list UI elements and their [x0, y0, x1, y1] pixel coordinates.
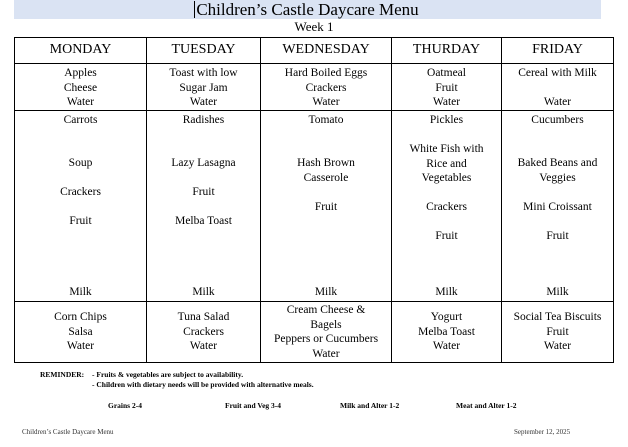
menu-item: Water [312, 347, 340, 360]
menu-item: Water [543, 340, 572, 353]
day-header: THURDAY [392, 38, 502, 64]
day-header: MONDAY [15, 38, 147, 64]
menu-item: Oatmeal [427, 67, 466, 79]
day-header-row [15, 38, 614, 64]
menu-item: Cheese [63, 81, 98, 94]
lunch-drink: Milk [69, 286, 92, 298]
lunch-item-line: Crackers [60, 186, 101, 198]
menu-item: Melba Toast [418, 325, 475, 338]
lunch-cell [502, 111, 614, 302]
snack-row [15, 302, 614, 363]
menu-item: Yogurt [430, 311, 463, 324]
lunch-item [147, 113, 260, 128]
lunch-item [261, 113, 391, 128]
breakfast-cell [15, 64, 147, 111]
lunch-item-line: Cucumbers [531, 114, 584, 126]
lunch-item-line: Fruit [314, 201, 338, 213]
lunch-item-line: Tomato [308, 114, 344, 126]
lunch-item-line: Fruit [192, 186, 215, 198]
day-header: WEDNESDAY [261, 38, 392, 64]
snack-cell [261, 302, 392, 363]
menu-item: Peppers or Cucumbers [273, 333, 379, 345]
lunch-item-line: Mini Croissant [523, 201, 592, 213]
lunch-item [392, 113, 501, 128]
menu-item: Water [432, 340, 461, 353]
lunch-item [147, 156, 260, 171]
snack-cell [147, 302, 261, 363]
breakfast-row [15, 64, 614, 111]
breakfast-cell [147, 64, 261, 111]
lunch-item-line: Rice and [426, 157, 467, 170]
lunch-drink: Milk [192, 286, 215, 298]
lunch-item-line: Veggies [539, 171, 576, 184]
lunch-cell [392, 111, 502, 302]
menu-item: Salsa [68, 325, 93, 338]
menu-item: Water [66, 96, 95, 108]
lunch-item-line: Soup [68, 157, 93, 169]
menu-item: Tuna Salad [177, 311, 230, 324]
lunch-cell [261, 111, 392, 302]
menu-item: Crackers [183, 325, 224, 338]
lunch-drink: Milk [435, 286, 458, 298]
reminder-label: REMINDER: [40, 370, 85, 379]
portion-grains: Grains 2-4 [108, 401, 142, 410]
menu-item: Water [432, 96, 461, 108]
text-cursor [194, 1, 195, 18]
menu-item: Cereal with Milk [518, 67, 597, 79]
lunch-item [392, 142, 501, 186]
lunch-item [15, 185, 146, 200]
lunch-item-line: Pickles [429, 114, 464, 126]
menu-item: Cream Cheese & [286, 304, 366, 316]
lunch-item [261, 200, 391, 215]
menu-title: Children’s Castle Daycare Menu [196, 0, 419, 19]
breakfast-cell [392, 64, 502, 111]
footer-date: September 12, 2025 [514, 428, 571, 436]
menu-item: Crackers [305, 81, 347, 94]
lunch-item-line: Fruit [546, 230, 569, 242]
portion-fruit-veg: Fruit and Veg 3-4 [225, 401, 282, 410]
lunch-item-line: White Fish with [409, 143, 484, 155]
lunch-item [147, 214, 260, 229]
portion-meat: Meat and Alter 1-2 [456, 401, 517, 410]
lunch-item [502, 200, 613, 215]
lunch-item [15, 113, 146, 128]
portion-milk: Milk and Alter 1-2 [340, 401, 400, 410]
footer-left: Children’s Castle Daycare Menu [22, 428, 114, 436]
lunch-item-line: Carrots [63, 114, 98, 126]
lunch-item [392, 229, 501, 244]
lunch-item-line: Casserole [303, 171, 349, 184]
lunch-item [15, 214, 146, 229]
breakfast-cell [261, 64, 392, 111]
reminder-line-2: - Children with dietary needs will be provided with alternative meals. [92, 380, 314, 389]
day-header: FRIDAY [502, 38, 614, 64]
lunch-item-line: Lazy Lasagna [171, 157, 236, 169]
lunch-item-line: Fruit [69, 215, 92, 227]
menu-item: Water [312, 96, 340, 108]
lunch-item [261, 156, 391, 185]
lunch-cell [147, 111, 261, 302]
lunch-cell [15, 111, 147, 302]
week-label: Week 1 [294, 19, 334, 34]
menu-item: Hard Boiled Eggs [284, 67, 368, 79]
menu-item: Water [66, 340, 95, 353]
reminder-line-1: - Fruits & vegetables are subject to availability. [92, 370, 244, 379]
menu-item: Toast with low [169, 67, 238, 79]
menu-item: Social Tea Biscuits [513, 311, 602, 324]
lunch-item [502, 113, 613, 128]
lunch-item-line: Vegetables [421, 172, 472, 184]
reminder-note [40, 370, 314, 390]
lunch-item [502, 156, 613, 185]
lunch-item [502, 229, 613, 244]
lunch-item-line: Melba Toast [175, 215, 232, 227]
lunch-item [15, 156, 146, 171]
lunch-item-line: Hash Brown [297, 157, 355, 169]
snack-cell [502, 302, 614, 363]
lunch-item-line: Baked Beans and [517, 157, 598, 169]
lunch-drink: Milk [314, 286, 338, 298]
snack-cell [15, 302, 147, 363]
menu-item: Corn Chips [54, 311, 107, 324]
menu-item: Water [543, 96, 572, 108]
lunch-item [147, 185, 260, 200]
lunch-item [392, 200, 501, 215]
snack-cell [392, 302, 502, 363]
menu-item [502, 81, 613, 96]
lunch-row [15, 111, 614, 302]
menu-item: Bagels [310, 318, 342, 331]
menu-item: Water [189, 340, 218, 353]
menu-item: Fruit [546, 325, 569, 338]
menu-item: Water [189, 96, 218, 108]
day-header: TUESDAY [147, 38, 261, 64]
lunch-drink: Milk [546, 286, 569, 298]
portion-guide [0, 401, 628, 413]
menu-item: Sugar Jam [179, 81, 228, 94]
menu-table [14, 37, 614, 363]
lunch-item-line: Fruit [435, 230, 458, 242]
menu-title-bar [14, 0, 601, 19]
breakfast-cell [502, 64, 614, 111]
lunch-item-line: Crackers [426, 201, 467, 213]
menu-item: Fruit [435, 81, 458, 94]
lunch-item-line: Radishes [182, 114, 225, 126]
menu-item: Apples [64, 67, 97, 79]
